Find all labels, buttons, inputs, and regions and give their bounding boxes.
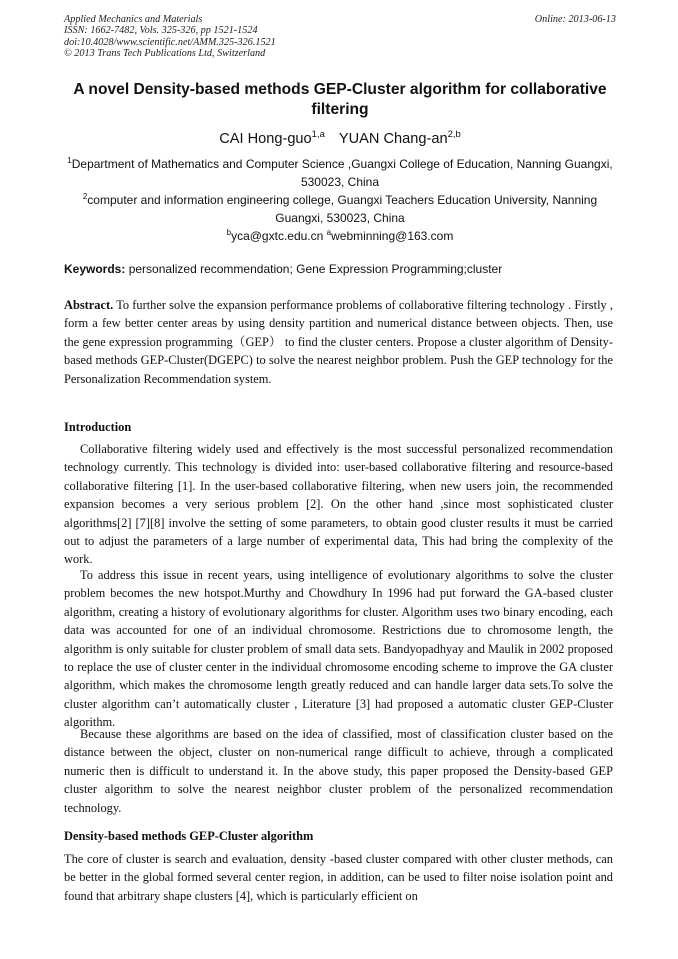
affiliation-superscript: 2 [82,192,88,201]
author-name: CAI Hong-guo [219,130,312,147]
author-name: YUAN Chang-an [338,130,448,147]
email-superscript: b [226,228,232,237]
affiliation-superscript: 1 [67,156,72,165]
journal-header [64,14,616,60]
email-address: yca@gxtc.edu.cn [231,229,324,243]
email-line [60,224,620,245]
intro-paragraph-3: Because these algorithms are based on the idea of classified, most of classification cluster based on the distance between the object, cluster on non-numerical range difficult to achieve, through a complicated numeric then is difficult to understand it. In the above study, this paper proposed the Density-based GEP cluster algorithm to solve the nearest neighbor cluster problem of the personalized recommendation technology. [64,727,613,815]
affiliation-text: Department of Mathematics and Computer Science ,Guangxi College of Education, Nanning Guangxi, 530023, China [71,157,613,189]
affiliation-1 [60,152,620,191]
keywords-label: Keywords: [64,262,126,276]
keywords [64,260,616,278]
email-address: webminning@163.com [331,229,454,243]
copyright-line: © 2013 Trans Tech Publications Ltd, Switzerland [64,48,266,60]
abstract-text: To further solve the expansion performance problems of collaborative filtering technology . Firstly , form a few better center areas by using density partition and numerical distance between objects. Then, use the gene expression programming（GEP） to find the cluster centers. Propose a cluster algorithm of Density-based methods GEP-Cluster(DGEPC) to solve the nearest neighbor problem. Push the GEP technology for the Personalization Recommendation system. [64,298,613,386]
keywords-text: personalized recommendation; Gene Expression Programming;cluster [128,262,503,276]
author-list [60,126,620,148]
section-heading-density-based: Density-based methods GEP-Cluster algorithm [64,829,314,843]
affiliation-text: computer and information engineering college, Guangxi Teachers Education University, Nanning Guangxi, 530023, China [87,193,598,225]
abstract-label: Abstract. [64,298,114,312]
abstract [64,296,613,388]
paper-title: A novel Density-based methods GEP-Cluster algorithm for collaborative filtering [73,81,607,118]
doi-line: doi:10.4028/www.scientific.net/AMM.325-326.1521 [64,36,276,48]
journal-name: Applied Mechanics and Materials [64,14,203,25]
section-heading-introduction: Introduction [64,420,132,434]
author-superscript: 2,b [447,129,461,140]
author-superscript: 1,a [311,129,325,140]
affiliation-2 [60,188,620,227]
email-superscript: a [326,228,332,237]
issn-line: ISSN: 1662-7482, Vols. 325-326, pp 1521-1524 [64,25,258,37]
online-date: Online: 2013-06-13 [534,14,616,25]
intro-paragraph-1: Collaborative filtering widely used and effectively is the most successful personalized recommendation technology currently. This technology is divided into: user-based collaborative filtering and resource-based collaborative filtering [1]. In the user-based collaborative filtering, when new users join, the recommended expansion becomes a very serious problem [2]. On the other hand ,since most sophisticated cluster algorithms[2] [7][8] involve the setting of some parameters, to obtain good cluster results it must be carried out to adjust the parameters of a large number of experimental data, This had bring the complexity of the work. [64,442,613,567]
intro-paragraph-2: To address this issue in recent years, using intelligence of evolutionary algorithms to solve the cluster problem becomes the new hotspot.Murthy and Chowdhury In 1996 had put forward the GA-based cluster algorithm, creating a history of evolutionary algorithms for cluster. Algorithm uses two binary encoding, each data was accounted for one of an individual chromosome. Restrictions due to chromosome length, the algorithm is only suitable for cluster problem of small data sets. Bandyopadhyay and Maulik in 2002 proposed to replace the use of cluster center in the individual chromosome encoding scheme to improve the GA cluster algorithm, which makes the chromosome length greatly reduced and can handle larger data sets.To solve the cluster algorithm can’t automatically cluster , Literature [3] had proposed a automatic cluster GEP-Cluster algorithm. [64,568,613,730]
density-paragraph-1: The core of cluster is search and evaluation, density -based cluster compared with other cluster methods, can be better in the global formed several center region, in addition, can be used to filter noise isolation point and found that arbitrary shape clusters [4], which is particularly efficient on [64,852,613,903]
